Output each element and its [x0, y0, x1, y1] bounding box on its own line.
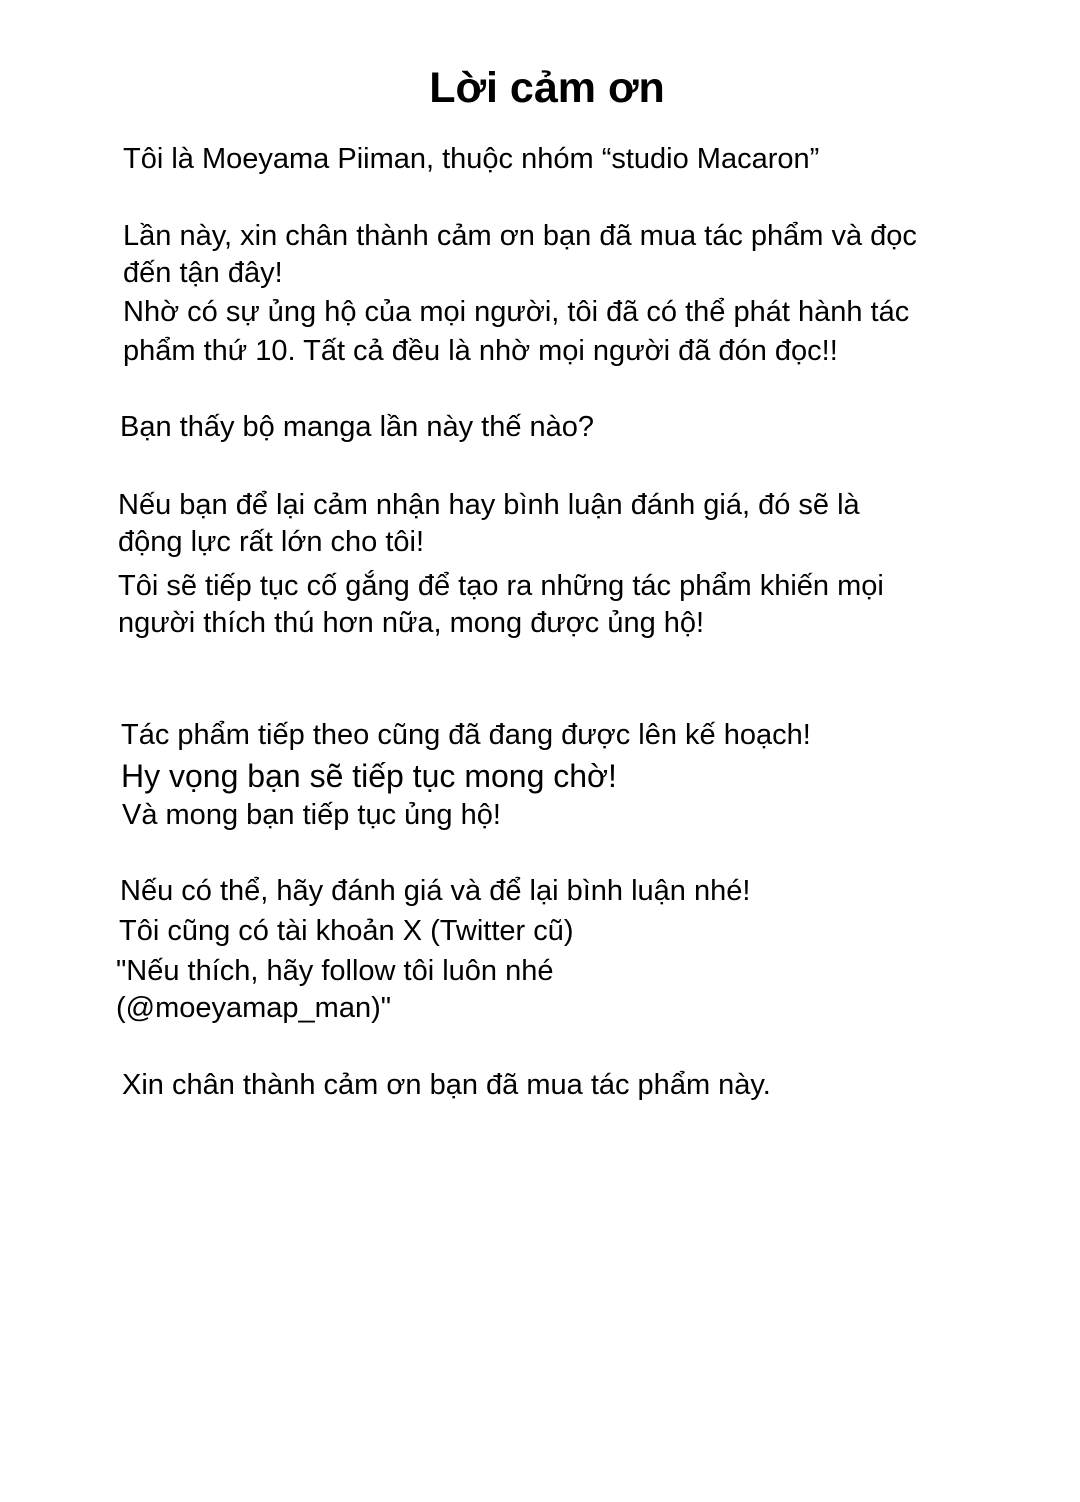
text-line: Tôi cũng có tài khoản X (Twitter cũ) — [119, 915, 574, 947]
text-line: phẩm thứ 10. Tất cả đều là nhờ mọi người đã đón đọc!! — [123, 335, 838, 367]
text-line: Tác phẩm tiếp theo cũng đã đang được lên kế hoạch! — [121, 719, 811, 751]
text-line: Và mong bạn tiếp tục ủng hộ! — [122, 799, 501, 831]
text-line: Nhờ có sự ủng hộ của mọi người, tôi đã có thể phát hành tác — [123, 296, 910, 328]
text-line: Tôi sẽ tiếp tục cố gắng để tạo ra những tác phẩm khiến mọi — [118, 570, 884, 602]
page-title: Lời cảm ơn — [429, 64, 665, 112]
text-line: Tôi là Moeyama Piiman, thuộc nhóm “studio Macaron” — [123, 143, 820, 175]
text-line: người thích thú hơn nữa, mong được ủng hộ! — [118, 607, 705, 639]
text-line: đến tận đây! — [123, 257, 283, 289]
text-line: Nếu có thể, hãy đánh giá và để lại bình luận nhé! — [120, 875, 751, 907]
text-line: (@moeyamap_man)" — [116, 992, 392, 1024]
text-line: Bạn thấy bộ manga lần này thế nào? — [120, 411, 595, 443]
text-line: Hy vọng bạn sẽ tiếp tục mong chờ! — [121, 758, 617, 794]
text-line: "Nếu thích, hãy follow tôi luôn nhé — [116, 955, 554, 987]
text-line: động lực rất lớn cho tôi! — [118, 526, 425, 558]
text-line: Xin chân thành cảm ơn bạn đã mua tác phẩm này. — [122, 1069, 771, 1101]
text-line: Lần này, xin chân thành cảm ơn bạn đã mua tác phẩm và đọc — [123, 220, 917, 252]
text-line: Nếu bạn để lại cảm nhận hay bình luận đánh giá, đó sẽ là — [118, 489, 860, 521]
